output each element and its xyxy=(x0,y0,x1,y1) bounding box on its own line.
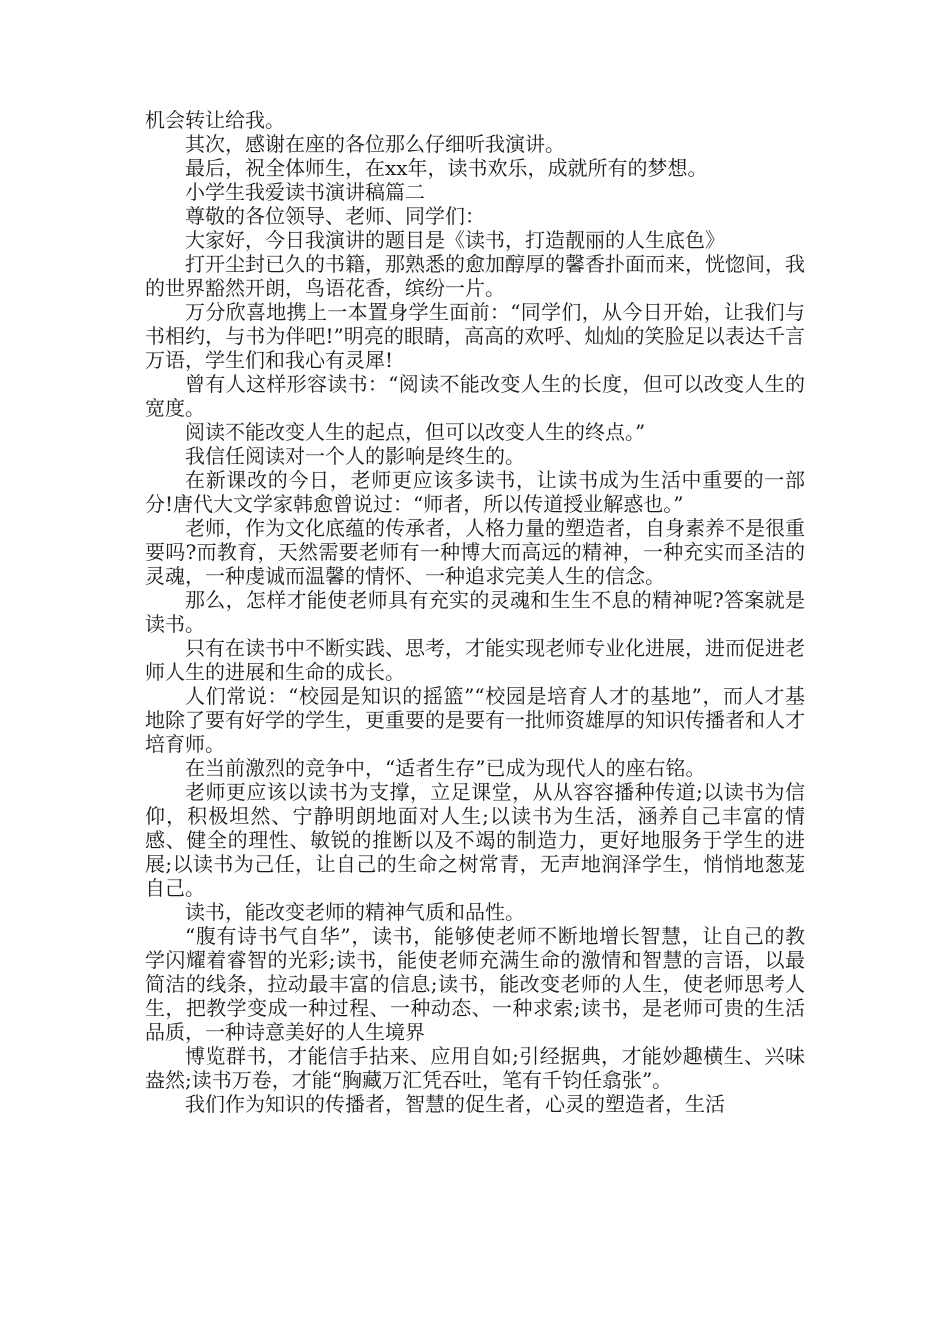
section-heading: 小学生我爱读书演讲稿篇二 xyxy=(185,180,425,204)
paragraph: 万分欣喜地携上一本置身学生面前：“同学们，从今日开始，让我们与书相约，与书为伴吧!”明亮的眼睛，高高的欢呼、灿灿的笑脸足以表达千言万语，学生们和我心有灵犀! xyxy=(145,300,805,372)
paragraph: 那么，怎样才能使老师具有充实的灵魂和生生不息的精神呢?答案就是读书。 xyxy=(145,588,805,636)
paragraph: 打开尘封已久的书籍，那熟悉的愈加醇厚的馨香扑面而来，恍惚间，我的世界豁然开朗，鸟语花香，缤纷一片。 xyxy=(145,252,805,300)
paragraph: 大家好，今日我演讲的题目是《读书，打造靓丽的人生底色》 xyxy=(185,228,725,252)
paragraph: 我们作为知识的传播者，智慧的促生者，心灵的塑造者，生活 xyxy=(185,1092,725,1116)
paragraph: 在新课改的今日，老师更应该多读书，让读书成为生活中重要的一部分!唐代大文学家韩愈曾说过：“师者，所以传道授业解惑也。” xyxy=(145,468,805,516)
paragraph: 老师，作为文化底蕴的传承者，人格力量的塑造者，自身素养不是很重要吗?而教育，天然需要老师有一种博大而高远的精神，一种充实而圣洁的灵魂，一种虔诚而温馨的情怀、一种追求完美人生的信念。 xyxy=(145,516,805,588)
paragraph: 阅读不能改变人生的起点，但可以改变人生的终点。” xyxy=(185,420,646,444)
paragraph: 博览群书，才能信手拈来、应用自如;引经据典，才能妙趣横生、兴味盎然;读书万卷，才能“胸藏万汇凭吞吐，笔有千钧任翕张”。 xyxy=(145,1044,805,1092)
paragraph: 我信任阅读对一个人的影响是终生的。 xyxy=(185,444,525,468)
paragraph: 曾有人这样形容读书：“阅读不能改变人生的长度，但可以改变人生的宽度。 xyxy=(145,372,805,420)
paragraph: 人们常说：“校园是知识的摇篮”“校园是培育人才的基地”，而人才基地除了要有好学的学生，更重要的是要有一批师资雄厚的知识传播者和人才培育师。 xyxy=(145,684,805,756)
paragraph: “腹有诗书气自华”，读书，能够使老师不断地增长智慧，让自己的教学闪耀着睿智的光彩;读书，能使老师充满生命的激情和智慧的言语，以最简洁的线条，拉动最丰富的信息;读书，能改变老师的人生，使老师思考人生，把教学变成一种过程、一种动态、一种求索;读书，是老师可贵的生活品质，一种诗意美好的人生境界 xyxy=(145,924,805,1044)
document-page xyxy=(145,108,805,1116)
paragraph: 老师更应该以读书为支撑，立足课堂，从从容容播种传道;以读书为信仰，积极坦然、宁静明朗地面对人生;以读书为生活，涵养自己丰富的情感、健全的理性、敏锐的推断以及不竭的制造力，更好地服务于学生的进展;以读书为己任，让自己的生命之树常青，无声地润泽学生，悄悄地葱茏自己。 xyxy=(145,780,805,900)
paragraph: 机会转让给我。 xyxy=(145,108,285,132)
salutation: 尊敬的各位领导、老师、同学们： xyxy=(185,204,485,228)
paragraph: 最后，祝全体师生，在xx年，读书欢乐，成就所有的梦想。 xyxy=(185,156,708,180)
paragraph: 其次，感谢在座的各位那么仔细听我演讲。 xyxy=(185,132,565,156)
paragraph: 读书，能改变老师的精神气质和品性。 xyxy=(185,900,525,924)
paragraph: 只有在读书中不断实践、思考，才能实现老师专业化进展，进而促进老师人生的进展和生命的成长。 xyxy=(145,636,805,684)
paragraph: 在当前激烈的竞争中，“适者生存”已成为现代人的座右铭。 xyxy=(185,756,706,780)
